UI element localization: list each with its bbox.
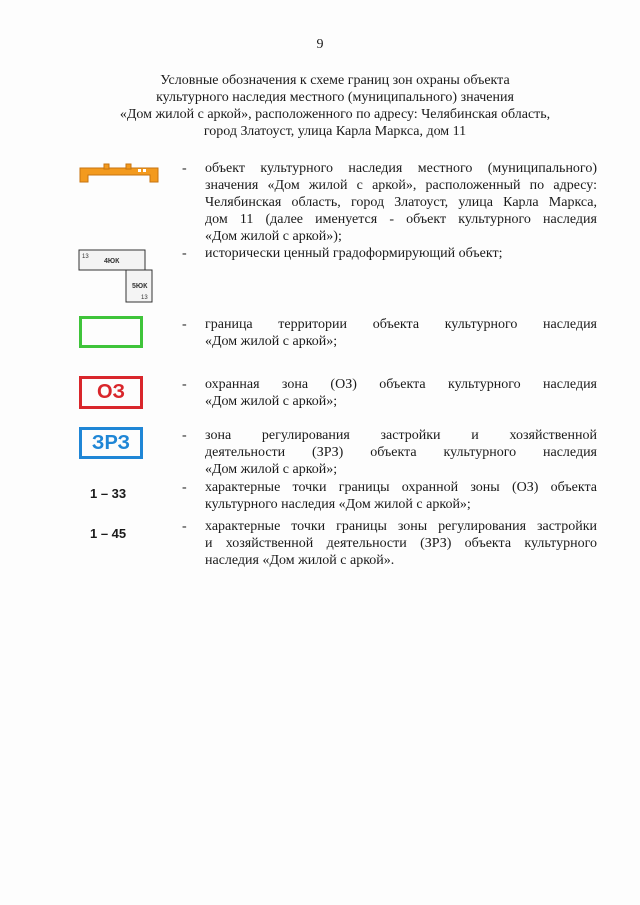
text-line: наследия «Дом жилой с аркой». (205, 553, 395, 568)
text-line: и хозяйственной деятельности (ЗРЗ) объекта культурного (205, 536, 597, 551)
text-line: характерные точки границы охранной зоны (ОЗ) объекта (205, 480, 597, 495)
text-line: «Дом жилой с аркой»; (205, 462, 338, 477)
historic-label-b: 5ЮК (132, 283, 148, 290)
dash: - (182, 428, 187, 443)
text-line: объект культурного наследия местного (муниципального) (205, 161, 597, 176)
title-line: Условные обозначения к схеме границ зон охраны объекта (160, 73, 510, 88)
text-line: деятельности (ЗРЗ) объекта культурного наследия (205, 445, 597, 460)
legend-title (60, 72, 610, 140)
oz-points-range: 1 – 33 (90, 486, 127, 501)
dash: - (182, 377, 187, 392)
title-line: город Златоуст, улица Карла Маркса, дом 11 (203, 124, 467, 139)
historic-label-a: 4ЮК (104, 258, 120, 265)
legend-text (205, 376, 597, 410)
legend-text (205, 316, 597, 350)
text-line: дом 11 (далее именуется - объект культурного наследия (205, 212, 597, 227)
dash: - (182, 480, 187, 495)
zrz-symbol: ЗРЗ (79, 427, 143, 459)
text-line: характерные точки границы зоны регулирования застройки (205, 519, 597, 534)
oz-symbol: ОЗ (79, 376, 143, 409)
legend-text (205, 479, 597, 513)
heritage-object-symbol (78, 160, 160, 184)
legend-text (205, 518, 597, 569)
title-line: «Дом жилой с аркой», расположенного по адресу: Челябинская область, (119, 107, 551, 122)
territory-boundary-symbol (79, 316, 143, 348)
title-line: культурного наследия местного (муниципального) значения (156, 90, 514, 105)
text-line: охранная зона (ОЗ) объекта культурного наследия (205, 377, 597, 392)
historic-num-b: 13 (141, 295, 148, 301)
text-line: зона регулирования застройки и хозяйственной (205, 428, 597, 443)
text-line: исторически ценный градоформирующий объект; (205, 246, 503, 261)
text-line: «Дом жилой с аркой»; (205, 394, 338, 409)
historic-object-symbol (78, 248, 156, 304)
dash: - (182, 519, 187, 534)
text-line: культурного наследия «Дом жилой с аркой»; (205, 497, 471, 512)
historic-num-a: 13 (82, 254, 89, 260)
page-number: 9 (316, 37, 324, 52)
dash: - (182, 317, 187, 332)
legend-text (205, 427, 597, 478)
legend-text (205, 245, 597, 262)
text-line: граница территории объекта культурного наследия (205, 317, 597, 332)
text-line: Челябинская область, город Златоуст, улица Карла Маркса, (205, 195, 597, 210)
text-line: значения «Дом жилой с аркой», расположенный по адресу: (205, 178, 597, 193)
legend-text (205, 160, 597, 245)
dash: - (182, 161, 187, 176)
dash: - (182, 246, 187, 261)
text-line: «Дом жилой с аркой»); (205, 229, 342, 244)
text-line: «Дом жилой с аркой»; (205, 334, 338, 349)
zrz-points-range: 1 – 45 (90, 526, 127, 541)
